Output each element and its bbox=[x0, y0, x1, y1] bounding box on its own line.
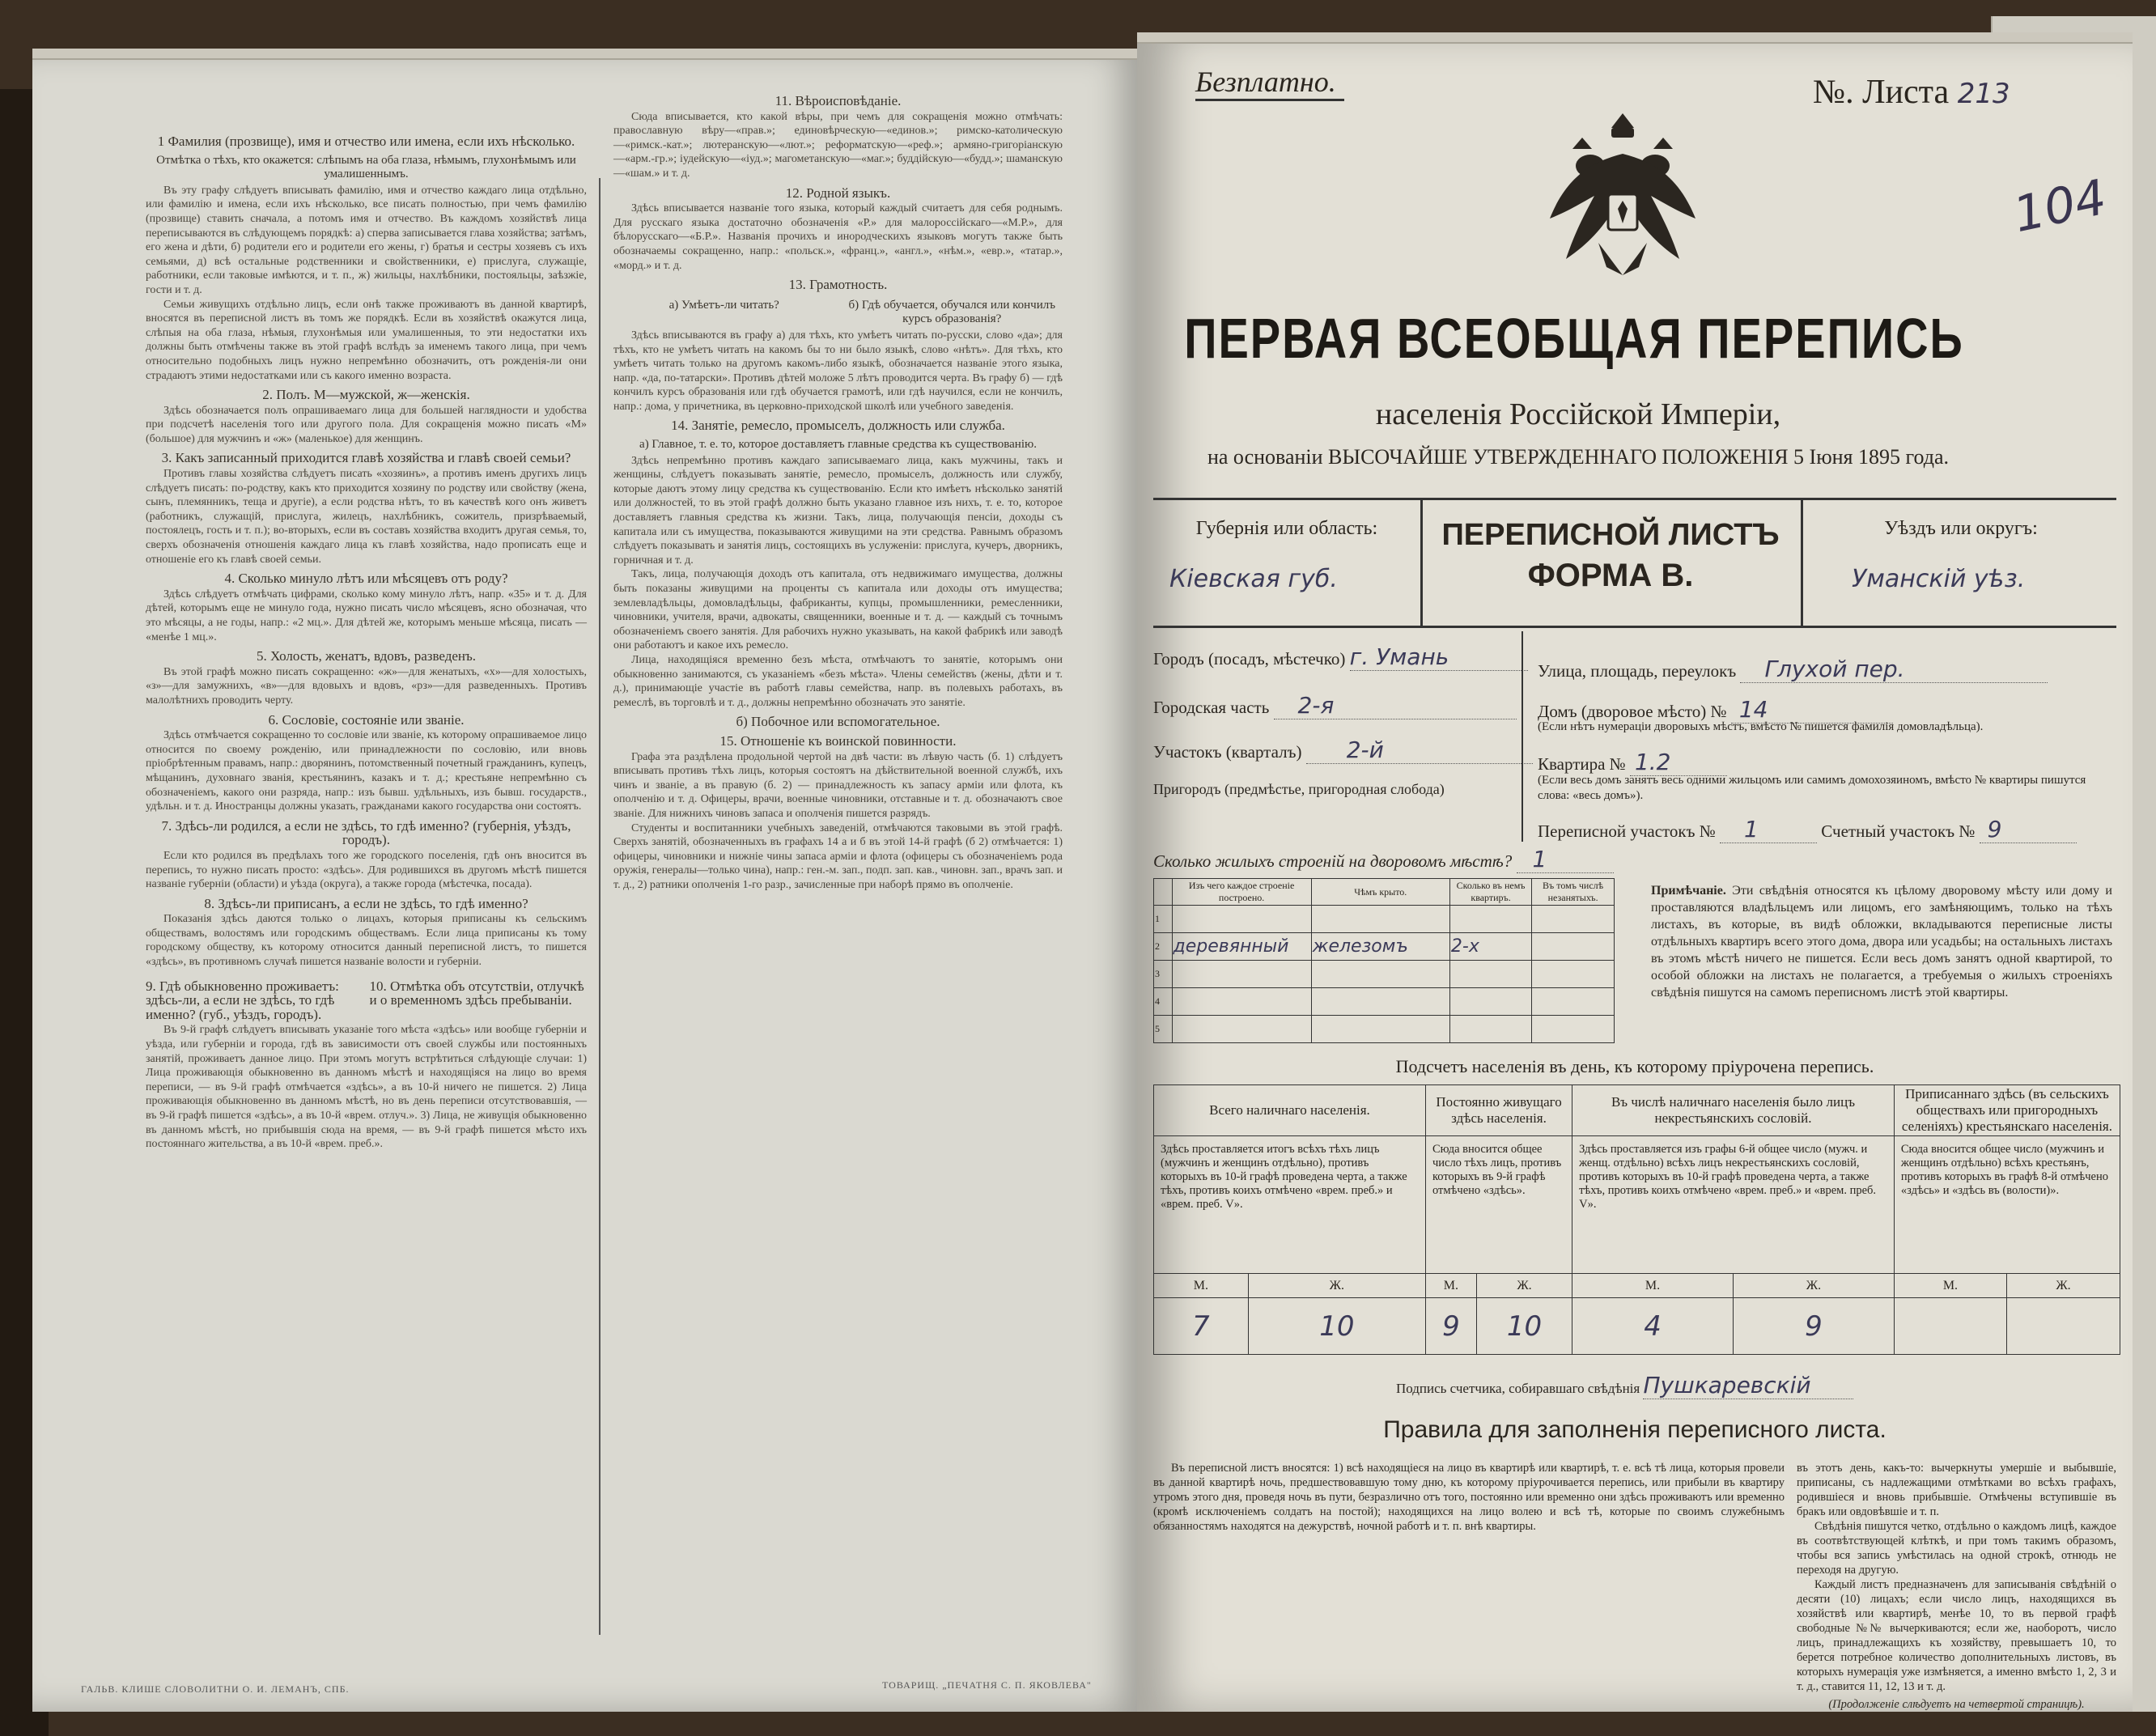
stats-value: 7 bbox=[1154, 1298, 1249, 1355]
page-stack-edge bbox=[32, 49, 1145, 60]
sex-male-label: М. bbox=[1425, 1274, 1476, 1298]
section-heading: 6. Сословіе, состояніе или званіе. bbox=[268, 711, 465, 728]
city-part-label: Городская часть bbox=[1153, 698, 1270, 717]
right-page bbox=[1137, 32, 2133, 1712]
apartment-row bbox=[1538, 749, 1727, 776]
bld-header: Чѣмъ крыто. bbox=[1311, 879, 1449, 906]
body-text: Лица, находящіяся временно безъ мѣста, отмѣчаютъ то занятіе, которымъ они обыкновенно занимаются, съ указаніемъ «безъ мѣста». Члены семействъ (жены, дѣти и т. д.), принимающіе участіе въ работѣ главы семейства, напр. въ полевыхъ работахъ, въ ремеслѣ, въ торговлѣ и т. д., должны непремѣнно обозначать это занятіе. bbox=[613, 653, 1063, 709]
city-label: Городъ (посадъ, мѣстечко) bbox=[1153, 649, 1346, 669]
census-area-label: Переписной участокъ № bbox=[1538, 821, 1716, 841]
section-heading: 13. Грамотность. bbox=[788, 277, 888, 293]
section-heading: 15. Отношеніе къ воинской повинности. bbox=[719, 732, 957, 749]
census-legal-basis: на основаніи ВЫСОЧАЙШЕ УТВЕРЖДЕННАГО ПОЛОЖЕНІЯ 5 Іюня 1895 года. bbox=[1207, 445, 1950, 469]
precinct-row bbox=[1153, 736, 1533, 764]
province-cell bbox=[1153, 500, 1423, 626]
body-text: Здѣсь слѣдуетъ отмѣчать цифрами, сколько кому минуло лѣтъ, напр. «35» и т. д. Для дѣтей, которымъ еще не минуло года, нужно писать число мѣсяцевъ, ясно обозначая, что это мѣсяцы, а не годы, напр.: «2 мц.». Для дѣтей же, которымъ меньше мѣсяца, писать — «менѣе 1 мц.». bbox=[146, 588, 587, 643]
stats-value: 10 bbox=[1248, 1298, 1425, 1355]
buildings-row bbox=[1153, 846, 1614, 873]
table-row bbox=[1154, 961, 1615, 988]
buildings-question: Сколько жилыхъ строеній на дворовомъ мѣстѣ? bbox=[1153, 851, 1513, 871]
precinct-label: Участокъ (кварталъ) bbox=[1153, 742, 1302, 762]
buildings-note bbox=[1651, 882, 2112, 1001]
house-row bbox=[1538, 696, 1893, 724]
sex-female-label: Ж. bbox=[1248, 1274, 1425, 1298]
stats-note: Здѣсь проставляется изъ графы 6-й общее число (мужч. и женщ. отдѣльно) всѣхъ лицъ некрестьянскихъ сословій, противъ которыхъ въ 10-й графѣ проведена черта, а также тѣхъ, противъ коихъ отмѣчено «врем. преб.» и «врем. преб. V». bbox=[1572, 1136, 1895, 1274]
apartment-note: (Если весь домъ занятъ весь одними жильцомъ или самимъ домохозяиномъ, вмѣсто № квартиры пишутся слова: «весь домъ»). bbox=[1538, 774, 2086, 802]
body-text: Графа эта раздѣлена продольной чертой на двѣ части: въ лѣвую часть (б. 1) слѣдуетъ вписывать противъ тѣхъ лицъ, которыя состоятъ на дѣйствительной военной службѣ, ихъ чинъ и званіе, а въ правую (б. 2) — принадлежность къ запасу арміи или флота, къ ополченію и т. д. Офицеры, врачи, военные чиновники, отставные и т. д. обозначаютъ свое званіе. Для нижнихъ чиновъ запаса и ополченія пишется разрядъ. bbox=[613, 750, 1063, 820]
stats-note: Сюда вносится общее число тѣхъ лицъ, противъ которыхъ въ 9-й графѣ отмѣчено «здѣсь». bbox=[1425, 1136, 1572, 1274]
apartment-label: Квартира № bbox=[1538, 754, 1626, 774]
column-divider bbox=[599, 178, 601, 1635]
body-text: Здѣсь вписываются въ графу а) для тѣхъ, кто умѣетъ читать по-русски, слово «да»; для тѣхъ, кто не умѣетъ читать на какомъ бы то ни было языкѣ, слово «нѣтъ». Для тѣхъ, кто умѣетъ читать только на другомъ какомъ-либо языкѣ, обозначается названіе этого языка, напр. «да, по-татарски». Противъ дѣтей моложе 5 лѣтъ проводится черта. Въ графу б) — гдѣ кончилъ курсъ образованія или гдѣ обучается грамотѣ, или гдѣ научился, если не кончилъ, напр.: дома, у причетника, въ церковно-приходской школѣ или учебного заведенія. bbox=[613, 329, 1063, 413]
province-value: Кіевская губ. bbox=[1169, 565, 1338, 593]
rules-text: Въ переписной листъ вносятся: 1) всѣ находящіеся на лицо въ квартирѣ или квартирѣ, т. е. всѣ тѣ лица, которыя провели въ данной квартирѣ ночь, предшествовавшую тому дню, къ которому пріурочивается перепись, или прибыли въ квартиру утромъ этого дня, проведя ночь въ пути, безразлично отъ того, постоянно или временно они здѣсь проживаютъ или временно (кромѣ исключеніемъ солдатъ на постой); находящихся на лицо волею и всѣ тѣ, которые по своимъ служебнымъ обязанностямъ находятся на дежурствѣ, ночной работѣ и т. п. внѣ квартиры. bbox=[1153, 1462, 1785, 1533]
stats-note: Сюда вносится общее число (мужчинъ и женщинъ отдѣльно) всѣхъ крестьянъ, противъ которыхъ въ графѣ 8-й отмѣчено «здѣсь» и «здѣсь въ (волости)». bbox=[1894, 1136, 2120, 1274]
building-roof bbox=[1311, 988, 1449, 1016]
row-number: 4 bbox=[1154, 988, 1173, 1016]
form-title-cell bbox=[1420, 500, 1801, 626]
left-page bbox=[32, 49, 1145, 1712]
body-text: Семьи живущихъ отдѣльно лицъ, если онѣ также проживаютъ въ данной квартирѣ, вносятся въ переписной листъ въ томъ же порядкѣ. Если въ хозяйствѣ окажутся лица, слѣпыя на оба глаза, нѣмыя, глухонѣмыя или умалишенныя, то эти недостатки ихъ должны быть отмѣчены также въ этой графѣ вслѣдъ за именемъ такого лица, при чемъ относительно подобныхъ лицъ нужно непремѣнно обозначить, отъ рожденія-ли они страдаютъ этими недостатками или съ какого именно возраста. bbox=[146, 298, 587, 382]
rules-text: въ этотъ день, какъ-то: вычеркнуты умершіе и выбывшіе, приписаны, съ надлежащими отмѣтками во всѣхъ графахъ, родившіеся и вновь прибывшіе. Отмѣчены вступившіе въ бракъ или овдовѣвшіе и т. п. bbox=[1797, 1462, 2116, 1518]
rules-text: Свѣдѣнія пишутся четко, отдѣльно о каждомъ лицѣ, каждое въ соотвѣтствующей клѣткѣ, и при томъ такимъ образомъ, чтобы вся запись умѣстилась на одной строкѣ, отнюдь не переходя на другую. bbox=[1797, 1520, 2116, 1577]
body-text: Показанія здѣсь даются только о лицахъ, которыя приписаны къ сельскимъ обществамъ, волостямъ или городскимъ обществамъ. Если лица приписаны къ тому городскому обществу, къ которому относится данный переписной листъ, то пишется «здѣсь», въ противномъ случаѣ пишется названіе волости и губерніи. bbox=[146, 913, 587, 969]
sex-female-label: Ж. bbox=[1733, 1274, 1894, 1298]
suburb-label: Пригородъ (предмѣстье, пригородная слобода) bbox=[1153, 781, 1445, 797]
building-roof bbox=[1311, 1016, 1449, 1043]
stats-title: Подсчетъ населенія въ день, къ которому пріурочена перепись. bbox=[1395, 1056, 1874, 1076]
body-text: Въ эту графу слѣдуетъ вписывать фамилію, имя и отчество каждаго лица отдѣльно, или фамилію и имена, если ихъ нѣсколько, все писать полностью, при чемъ фамилію (прозвище) ставить сначала, а потомъ имя и отчество. Въ каждомъ хозяйствѣ лица переписываются въ слѣдующемъ порядкѣ: а) сперва записывается глава хозяйства; затѣмъ, его жена и дѣти, б) родители его и родители его жены, г) братья и сестры хозяевъ съ ихъ семьями, д) всѣ остальные родственники и свойственники, е) прислуга, служащіе, работники, если таковые имѣются, и т. п., ж) жильцы, нахлѣбники, постояльцы, заѣзжіе, гости и т. д. bbox=[146, 184, 587, 296]
street-row bbox=[1538, 656, 2048, 683]
sheet-number-value: 213 bbox=[1957, 78, 2010, 110]
table-row bbox=[1154, 906, 1615, 933]
rules-column-2 bbox=[1797, 1461, 2116, 1712]
enumerator-row bbox=[1396, 1372, 1853, 1399]
stats-value: 9 bbox=[1425, 1298, 1476, 1355]
section-heading: 12. Родной языкъ. bbox=[785, 185, 891, 201]
population-stats-table bbox=[1153, 1084, 2120, 1355]
body-text: Такъ, лица, получающія доходъ отъ капитала, отъ недвижимаго имущества, должны быть показаны живущими на проценты съ капитала или доходы отъ имущества; землевладѣльцы, домовладѣльцы, фабриканты, купцы, промышленники, ремесленники, чиновники, учителя, врачи, адвокаты, священники, военные и т. д. — каждый съ точнымъ обозначеніемъ своего занятія. Для рабочихъ нужно указывать, на какой фабрикѣ или заводѣ они работаютъ и какое ихъ ремесло. bbox=[613, 568, 1063, 652]
stats-value: 10 bbox=[1476, 1298, 1572, 1355]
building-empty bbox=[1532, 988, 1615, 1016]
building-apartments bbox=[1449, 906, 1531, 933]
sex-male-label: М. bbox=[1894, 1274, 2006, 1298]
stats-value: 4 bbox=[1572, 1298, 1734, 1355]
row-number: 5 bbox=[1154, 1016, 1173, 1043]
section-heading: б) Гдѣ обучается, обучался или кончилъ курсъ образованія? bbox=[848, 298, 1055, 326]
section-heading: а) Главное, т. е. то, которое доставляетъ главные средства къ существованію. bbox=[639, 438, 1037, 452]
body-text: Студенты и воспитанники учебныхъ заведеній, отмѣчаются таковыми въ этой графѣ. Сверхъ занятій, обозначенныхъ въ графахъ 14 а и б въ этой 14-й графѣ (б 2) отмѣчается: 1) офицеры, чиновники и нижніе чины запаса арміи и флота (офицеры съ обозначеніемъ рода оружія, генералы—только чина), напр.: ген.-м. зап., подп. зап. кав., чиновн. зап., врачъ зап. и т. д., 2) ратники ополченія 1-го разр., зачисленные при наборѣ прямо въ ополченіе. bbox=[613, 821, 1063, 891]
sheet-number-label: №. Листа bbox=[1813, 74, 1950, 111]
city-row bbox=[1153, 643, 1528, 671]
form-letter: ФОРМА В. bbox=[1527, 558, 1694, 593]
buildings-table bbox=[1153, 878, 1615, 1043]
section-heading: 11. Вѣроисповѣданіе. bbox=[775, 93, 902, 108]
body-text: Здѣсь непремѣнно противъ каждаго записываемаго лица, какъ мужчины, такъ и женщины, слѣдуетъ показывать занятіе, ремесло, промыселъ, должность или службу, которые даютъ этому лицу средства къ существованію. Если кто имѣетъ нѣсколько занятій или должностей, то въ этой графѣ должно быть указано главное изъ нихъ, т. е. то, которое доставляетъ главныя средства къ жизни. Такъ, лица, получающія пенсіи, доходы съ капитала или съ имущества, показываются живущими на эти средства. Равнымъ образомъ слѣдуетъ показывать и занятія лицъ, состоящихъ въ услуженіи: прислуга, кучеръ, дворникъ, горничная и т. д. bbox=[613, 454, 1063, 567]
house-value: 14 bbox=[1738, 696, 1768, 723]
bld-header: Изъ чего каждое строеніе построено. bbox=[1172, 879, 1311, 906]
precinct-value: 2-й bbox=[1346, 736, 1384, 763]
census-subtitle: населенія Россійской Имперіи, bbox=[1375, 397, 1781, 431]
body-text: Здѣсь вписывается названіе того языка, который каждый считаетъ для себя роднымъ. Для русскаго языка достаточно обозначенія «Р.» для малороссійскаго—«М.Р.», для бѣлорусскаго—«Б.Р.». Названія прочихъ и инородческихъ языковъ могутъ также быть обозначаемы сокращенно, напр.: «польск.», «франц.», «англ.», «нѣм.», «евр.», «татар.», «морд.» и т. д. bbox=[613, 202, 1063, 272]
printer-footer: ТОВАРИЩ. „ПЕЧАТНЯ С. П. ЯКОВЛЕВА" bbox=[882, 1679, 1092, 1691]
building-apartments bbox=[1449, 988, 1531, 1016]
rules-column-1 bbox=[1153, 1461, 1785, 1534]
sheet-number bbox=[1813, 73, 2010, 112]
building-empty bbox=[1532, 1016, 1615, 1043]
district-label: Уѣздъ или округъ: bbox=[1884, 518, 2038, 539]
page-stack-edge bbox=[1137, 32, 2133, 44]
sex-female-label: Ж. bbox=[2007, 1274, 2120, 1298]
double-headed-eagle-emblem bbox=[1534, 105, 1712, 299]
census-area-value: 1 bbox=[1744, 816, 1759, 843]
stats-value: 9 bbox=[1733, 1298, 1894, 1355]
street-label: Улица, площадь, переулокъ bbox=[1538, 661, 1737, 681]
section-heading: 3. Какъ записанный приходится главѣ хозяйства и главѣ своей семьи? bbox=[161, 450, 571, 466]
count-area-value: 9 bbox=[1987, 816, 2002, 843]
city-part-value: 2-я bbox=[1297, 692, 1335, 719]
district-cell bbox=[1801, 500, 2119, 626]
building-roof bbox=[1311, 961, 1449, 988]
building-material bbox=[1172, 906, 1311, 933]
bld-header: Сколько въ немъ квартиръ. bbox=[1449, 879, 1531, 906]
stats-note: Здѣсь проставляется итогъ всѣхъ тѣхъ лицъ (мужчинъ и женщинъ отдѣльно), противъ которыхъ въ 10-й графѣ проведена черта, а также тѣхъ, противъ коихъ отмѣчено «врем. преб.» и «врем. преб. V». bbox=[1154, 1136, 1426, 1274]
sex-female-label: Ж. bbox=[1476, 1274, 1572, 1298]
census-area-row bbox=[1538, 816, 2077, 843]
section-heading: 14. Занятіе, ремесло, промыселъ, должность или служба. bbox=[671, 418, 1005, 434]
row-number: 2 bbox=[1154, 933, 1173, 961]
building-material: деревянный bbox=[1172, 933, 1311, 961]
rules-title: Правила для заполненія переписного листа. bbox=[1383, 1416, 1886, 1443]
body-text: Если кто родился въ предѣлахъ того же городского поселенія, гдѣ онъ вносится въ перепись, то нужно писать просто: «здѣсь». Для родившихся въ другомъ мѣстѣ пишется названіе губерніи (области) и уѣзда (округа), а также города (мѣстечка, посада). bbox=[146, 849, 587, 891]
building-apartments bbox=[1449, 961, 1531, 988]
section-heading: 8. Здѣсь-ли приписанъ, а если не здѣсь, то гдѣ именно? bbox=[204, 895, 528, 911]
building-roof: железомъ bbox=[1311, 933, 1449, 961]
section-heading: 4. Сколько минуло лѣтъ или мѣсяцевъ отъ роду? bbox=[224, 571, 508, 587]
free-label: Безплатно. bbox=[1195, 65, 1344, 101]
form-header bbox=[1153, 498, 2116, 628]
census-title: ПЕРВАЯ ВСЕОБЩАЯ ПЕРЕПИСЬ bbox=[1184, 306, 1964, 370]
sex-male-label: М. bbox=[1572, 1274, 1734, 1298]
section-heading: 10. Отмѣтка объ отсутствіи, отлучкѣ и о временномъ здѣсь пребываніи. bbox=[369, 978, 584, 1008]
building-material bbox=[1172, 961, 1311, 988]
house-note: (Если нѣтъ нумераціи дворовыхъ мѣстъ, вмѣсто № пишется фамилія домовладѣльца). bbox=[1538, 720, 1984, 733]
rules-continued: (Продолженіе слѣдуетъ на четвертой страницѣ). bbox=[1828, 1698, 2085, 1711]
building-apartments bbox=[1449, 1016, 1531, 1043]
city-value: г. Умань bbox=[1349, 643, 1449, 670]
section-heading: 1 Фамилия (прозвище), имя и отчество или имена, если ихъ нѣсколько. bbox=[157, 134, 575, 149]
body-text: Сюда вписывается, кто какой вѣры, при чемъ для сокращенія можно отмѣчать: православную вѣру—«прав.»; единовѣрческую—«единов.»; римско-католическую—«римск.-кат.»; лютеранскую—«лют.»; реформатскую—«реф.»; армяно-григоріанскую—«арм.-гр.»; іудейскую—«іуд.»; магометанскую—«маг.»; буддійскую—«будд.»; шаманскую—«шам.» и т. д. bbox=[613, 110, 1063, 180]
stats-header: Приписаннаго здѣсь (въ сельскихъ обществахъ или пригородныхъ селеніяхъ) крестьянскаго населенія. bbox=[1894, 1085, 2120, 1136]
enumerator-signature: Пушкаревскій bbox=[1643, 1372, 1811, 1399]
form-title: ПЕРЕПИСНОЙ ЛИСТЪ bbox=[1441, 518, 1780, 552]
section-heading: 7. Здѣсь-ли родился, а если не здѣсь, то гдѣ именно? (губернія, уѣздъ, городъ). bbox=[161, 817, 571, 848]
stats-header: Всего наличнаго населенія. bbox=[1154, 1085, 1426, 1136]
table-row bbox=[1154, 933, 1615, 961]
stats-header: Въ числѣ наличнаго населенія было лицъ некрестьянскихъ сословій. bbox=[1572, 1085, 1895, 1136]
section-heading: 9. Гдѣ обыкновенно проживаетъ: здѣсь-ли, а если не здѣсь, то гдѣ именно? (губ., уѣздъ, городъ). bbox=[146, 978, 339, 1022]
street-value: Глухой пер. bbox=[1764, 656, 1905, 682]
enumerator-label: Подпись счетчика, собиравшаго свѣдѣнія bbox=[1396, 1381, 1640, 1396]
section-heading: 5. Холость, женатъ, вдовъ, разведенъ. bbox=[256, 648, 477, 664]
city-part-row bbox=[1153, 692, 1517, 719]
body-text: Здѣсь отмѣчается сокращенно то сословіе или званіе, къ которому опрашиваемое лицо относится по своему рожденію, или принадлежности по сословію, или вновь пріобрѣтенным правамъ, напр.: дворянинъ, потомственный почетный гражданинъ, купецъ, мѣщанинъ, духовнаго званія, крестьянинъ, казакъ и т. д.; крестьяне непремѣнно съ обозначеніемъ, какого они разряда, напр.: изъ бывш. удѣльныхъ, изъ бывш. государств., удѣльн. и т. д. Иностранцы должны указать, гражданами какого государства они состоятъ. bbox=[146, 729, 587, 813]
building-roof bbox=[1311, 906, 1449, 933]
row-number: 1 bbox=[1154, 906, 1173, 933]
house-label: Домъ (дворовое мѣсто) № bbox=[1538, 702, 1727, 721]
section-heading: б) Побочное или вспомогательное. bbox=[736, 714, 940, 730]
address-divider bbox=[1522, 631, 1523, 842]
apartment-value: 1.2 bbox=[1634, 749, 1671, 775]
left-column-2 bbox=[613, 89, 1063, 892]
stats-value bbox=[2007, 1298, 2120, 1355]
note-label: Примѣчаніе. bbox=[1651, 884, 1726, 898]
district-value: Уманскій уѣз. bbox=[1852, 565, 2026, 593]
bld-header: Въ томъ числѣ незанятыхъ. bbox=[1532, 879, 1615, 906]
note-text: Эти свѣдѣнія относятся къ цѣлому дворовому мѣсту или дому и проставляются владѣльцемъ или лицомъ, его замѣняющимъ, только на тѣхъ листахъ, въ которые, въ видѣ обложки, вкладываются переписные листы отдѣльныхъ квартиръ всего этого дома, двора или усадьбы; на остальныхъ листахъ въ этомъ мѣстѣ ничего не пишется. Если весь домъ занятъ одной квартирой, то особой обложки на листахъ не полагается, а требуемыя о жилыхъ строеніяхъ свѣдѣнія пишутся на самомъ переписномъ листѣ этой квартиры. bbox=[1651, 884, 2112, 1000]
count-area-label: Счетный участокъ № bbox=[1821, 821, 1976, 841]
body-text: Противъ главы хозяйства слѣдуетъ писать «хозяинъ», а противъ именъ другихъ лицъ слѣдуетъ писать: по-родству, какъ кто приходится хозяину по родству или свойству (жена, сынъ, племянникъ, теща и другіе), а если родства нѣтъ, то въ качествѣ кого онъ живетъ (работникъ, служащій, прислуга, жилецъ, нахлѣбникъ, сожитель, призрѣваемый, постоялецъ, гость и т. п.); во-вторыхъ, если въ составъ хозяйства входитъ другая семья, то, сверхъ обозначенія отношенія каждаго лица къ главѣ хозяйства, надо прописать еще и отношеніе его къ главѣ своей семьи. bbox=[146, 468, 587, 566]
body-text: Въ 9-й графѣ слѣдуетъ вписывать указаніе того мѣста «здѣсь» или вообще губерніи и уѣзда, или губерніи и города, гдѣ въ зависимости отъ своей службы или постоянныхъ занятій, проживаетъ данное лицо. При этомъ могутъ встрѣтиться слѣдующіе случаи: 1) Лица проживающія обыкновенно въ данномъ мѣстѣ и находящіяся на лицо во время переписи, — въ 9-й графѣ отмѣчается «здѣсь», а въ 10-й ничего не пишется. 2) Лица проживающія обыкновенно въ данномъ мѣстѣ, но въ день переписи отсутствовавшія, — въ 9-й графѣ пишется «здѣсь», а въ 10-й «врем. отлуч.». 3) Лица, не живущія обыкновенно въ данномъ мѣстѣ, но прибывшія сюда на время, — въ 9-й графѣ пишется мѣсто ихъ постояннаго жительства, а въ 10-й «врем. преб.». bbox=[146, 1024, 587, 1151]
section-heading: а) Умѣетъ-ли читать? bbox=[668, 298, 779, 312]
province-label: Губернія или область: bbox=[1195, 518, 1378, 539]
building-empty bbox=[1532, 906, 1615, 933]
left-column-1 bbox=[146, 129, 587, 1152]
table-row bbox=[1154, 1016, 1615, 1043]
building-material bbox=[1172, 1016, 1311, 1043]
stats-value bbox=[1894, 1298, 2006, 1355]
body-text: Здѣсь обозначается полъ опрашиваемаго лица для большей наглядности и удобства при подсчетѣ населенія того или другого пола. Для сокращенія можно писать «М» (большое) для мужчинъ и «ж» (маленькое) для женщинъ. bbox=[146, 404, 587, 445]
section-heading: Отмѣтка о тѣхъ, кто окажется: слѣпымъ на оба глаза, нѣмымъ, глухонѣмымъ или умалишеннымъ. bbox=[156, 153, 576, 181]
suburb-row bbox=[1153, 781, 1445, 798]
building-empty bbox=[1532, 961, 1615, 988]
building-material bbox=[1172, 988, 1311, 1016]
section-heading: 2. Полъ. М—мужской, ж—женскія. bbox=[262, 387, 470, 403]
handwritten-page-number: 104 bbox=[2008, 168, 2111, 244]
buildings-value: 1 bbox=[1532, 846, 1547, 872]
stats-header: Постоянно живущаго здѣсь населенія. bbox=[1425, 1085, 1572, 1136]
table-row bbox=[1154, 988, 1615, 1016]
sex-male-label: М. bbox=[1154, 1274, 1249, 1298]
row-number: 3 bbox=[1154, 961, 1173, 988]
rules-text: Каждый листъ предназначенъ для записыванія свѣдѣній о десяти (10) лицахъ; если число лицъ, находящихся въ хозяйствѣ или квартирѣ, менѣе 10, то въ первой графѣ свободные №№ вычеркиваются; если же, наоборотъ, число лицъ, принадлежащихъ къ хозяйству, превышаетъ 10, то берется потребное количество дополнительныхъ листовъ, въ которыхъ нумерація уже измѣняется, а именно вмѣсто 1, 2, 3 и т. д., ставится 11, 12, 13 и т. д. bbox=[1797, 1578, 2116, 1693]
printer-footer: ГАЛЬВ. КЛИШЕ СЛОВОЛИТНИ О. И. ЛЕМАНЪ, СПБ. bbox=[81, 1683, 350, 1695]
body-text: Въ этой графѣ можно писать сокращенно: «ж»—для женатыхъ, «х»—для холостыхъ, «з»—для замужнихъ, «в»—для вдовыхъ и вдовъ, «рз»—для разведенныхъ. Противъ малолѣтнихъ проводить черту. bbox=[146, 665, 587, 707]
building-empty bbox=[1532, 933, 1615, 961]
building-apartments: 2-х bbox=[1449, 933, 1531, 961]
